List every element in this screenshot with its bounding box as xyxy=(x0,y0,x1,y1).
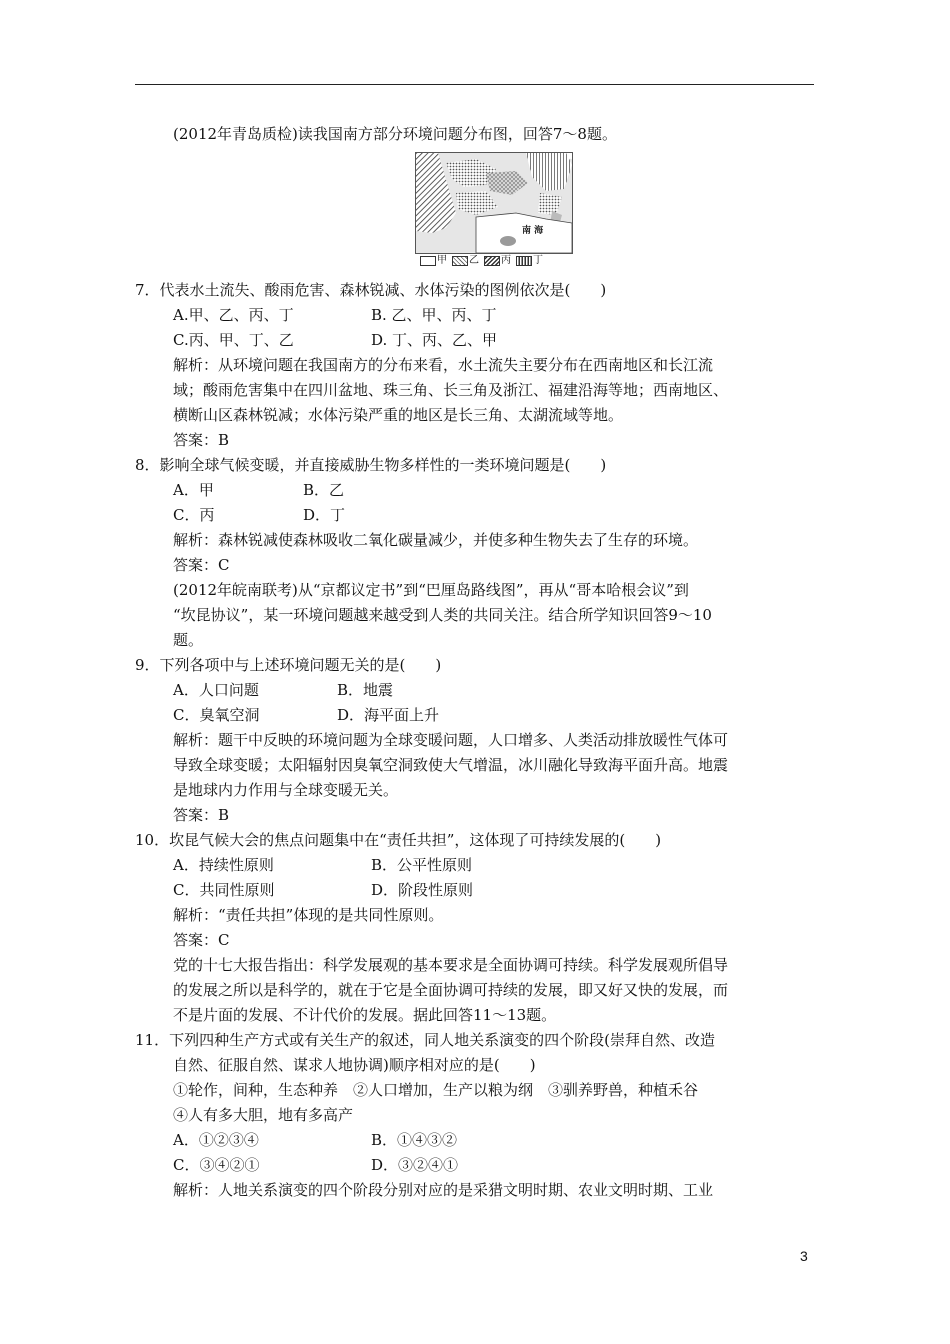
option-c: C．③④②① xyxy=(173,1156,260,1174)
legend-item-ding xyxy=(516,254,543,268)
legend-swatch-yi xyxy=(452,256,468,266)
statement-list: ④人有多大胆，地有多高产 xyxy=(173,1106,354,1124)
legend-item-bing xyxy=(484,254,511,268)
map-drawing xyxy=(416,153,572,253)
legend-label: 丙 xyxy=(501,255,511,266)
explanation: 解析：从环境问题在我国南方的分布来看，水土流失主要分布在西南地区和长江流 xyxy=(173,356,714,374)
explanation: 横断山区森林锐减；水体污染严重的地区是长三角、太湖流域等地。 xyxy=(173,406,624,424)
intro-q9-10: (2012年皖南联考)从“京都议定书”到“巴厘岛路线图”，再从“哥本哈根会议”到 xyxy=(173,581,689,599)
answer: 答案：C xyxy=(173,931,230,949)
page-number: 3 xyxy=(800,1248,808,1264)
option-d: D．③②④① xyxy=(371,1156,459,1174)
intro-q11-13: 的发展之所以是科学的，就在于它是全面协调可持续的发展，即又好又快的发展，而 xyxy=(173,981,729,999)
legend-swatch-jia xyxy=(420,256,436,266)
option-a: A．①②③④ xyxy=(173,1131,259,1149)
option-c: C.丙、甲、丁、乙 xyxy=(173,331,294,349)
header-rule xyxy=(135,84,814,85)
legend-swatch-ding xyxy=(516,256,532,266)
option-a: A.甲、乙、丙、丁 xyxy=(173,306,294,324)
intro-q11-13: 党的十七大报告指出：科学发展观的基本要求是全面协调可持续。科学发展观所倡导 xyxy=(173,956,729,974)
statement-list: ①轮作，间种，生态种养 ②人口增加，生产以粮为纲 ③驯养野兽，种植禾谷 xyxy=(173,1081,699,1099)
legend-item-jia xyxy=(420,254,447,268)
question-9: 9．下列各项中与上述环境问题无关的是( ) xyxy=(135,656,442,674)
explanation: 解析：人地关系演变的四个阶段分别对应的是采猎文明时期、农业文明时期、工业 xyxy=(173,1181,714,1199)
intro-q7-8: (2012年青岛质检)读我国南方部分环境问题分布图，回答7～8题。 xyxy=(173,125,617,143)
intro-q9-10: “坎昆协议”，某一环境问题越来越受到人类的共同关注。结合所学知识回答9～10 xyxy=(173,606,712,624)
map-sea-label: 南 海 xyxy=(522,226,544,236)
question-7: 7．代表水土流失、酸雨危害、森林锐减、水体污染的图例依次是( ) xyxy=(135,281,607,299)
option-d: D. 丁、丙、乙、甲 xyxy=(371,331,498,349)
legend-item-yi xyxy=(452,254,479,268)
option-c: C．共同性原则 xyxy=(173,881,275,899)
answer: 答案：C xyxy=(173,556,230,574)
option-c: C．丙 xyxy=(173,506,215,524)
option-c: C．臭氧空洞 xyxy=(173,706,260,724)
option-b: B．乙 xyxy=(303,481,345,499)
option-d: D．阶段性原则 xyxy=(371,881,474,899)
answer: 答案：B xyxy=(173,806,230,824)
explanation: 解析：“责任共担”体现的是共同性原则。 xyxy=(173,906,444,924)
option-a: A．人口问题 xyxy=(173,681,259,699)
option-a: A．甲 xyxy=(173,481,214,499)
option-b: B．地震 xyxy=(337,681,394,699)
option-d: D．海平面上升 xyxy=(337,706,440,724)
intro-q11-13: 不是片面的发展、不计代价的发展。据此回答11～13题。 xyxy=(173,1006,557,1024)
legend-label: 乙 xyxy=(469,255,479,266)
option-b: B．公平性原则 xyxy=(371,856,473,874)
option-a: A．持续性原则 xyxy=(173,856,274,874)
legend-label: 甲 xyxy=(437,255,447,266)
question-11: 11．下列四种生产方式或有关生产的叙述，同人地关系演变的四个阶段(崇拜自然、改造 xyxy=(135,1031,715,1049)
question-11: 自然、征服自然、谋求人地协调)顺序相对应的是( ) xyxy=(173,1056,536,1074)
option-d: D．丁 xyxy=(303,506,346,524)
explanation: 是地球内力作用与全球变暖无关。 xyxy=(173,781,399,799)
legend-swatch-bing xyxy=(484,256,500,266)
intro-q9-10: 题。 xyxy=(173,631,204,649)
legend-label: 丁 xyxy=(533,255,543,266)
question-8: 8．影响全球气候变暖，并直接威胁生物多样性的一类环境问题是( ) xyxy=(135,456,607,474)
explanation: 导致全球变暖；太阳辐射因臭氧空洞致使大气增温，冰川融化导致海平面升高。地震 xyxy=(173,756,729,774)
option-b: B. 乙、甲、丙、丁 xyxy=(371,306,497,324)
environment-map xyxy=(415,152,573,254)
map-legend xyxy=(420,254,546,268)
explanation: 解析：题干中反映的环境问题为全球变暖问题，人口增多、人类活动排放暖性气体可 xyxy=(173,731,729,749)
explanation: 解析：森林锐减使森林吸收二氧化碳量减少，并使多种生物失去了生存的环境。 xyxy=(173,531,699,549)
question-10: 10．坎昆气候大会的焦点问题集中在“责任共担”，这体现了可持续发展的( ) xyxy=(135,831,662,849)
option-b: B．①④③② xyxy=(371,1131,458,1149)
answer: 答案：B xyxy=(173,431,230,449)
explanation: 域；酸雨危害集中在四川盆地、珠三角、长三角及浙江、福建沿海等地；西南地区、 xyxy=(173,381,729,399)
